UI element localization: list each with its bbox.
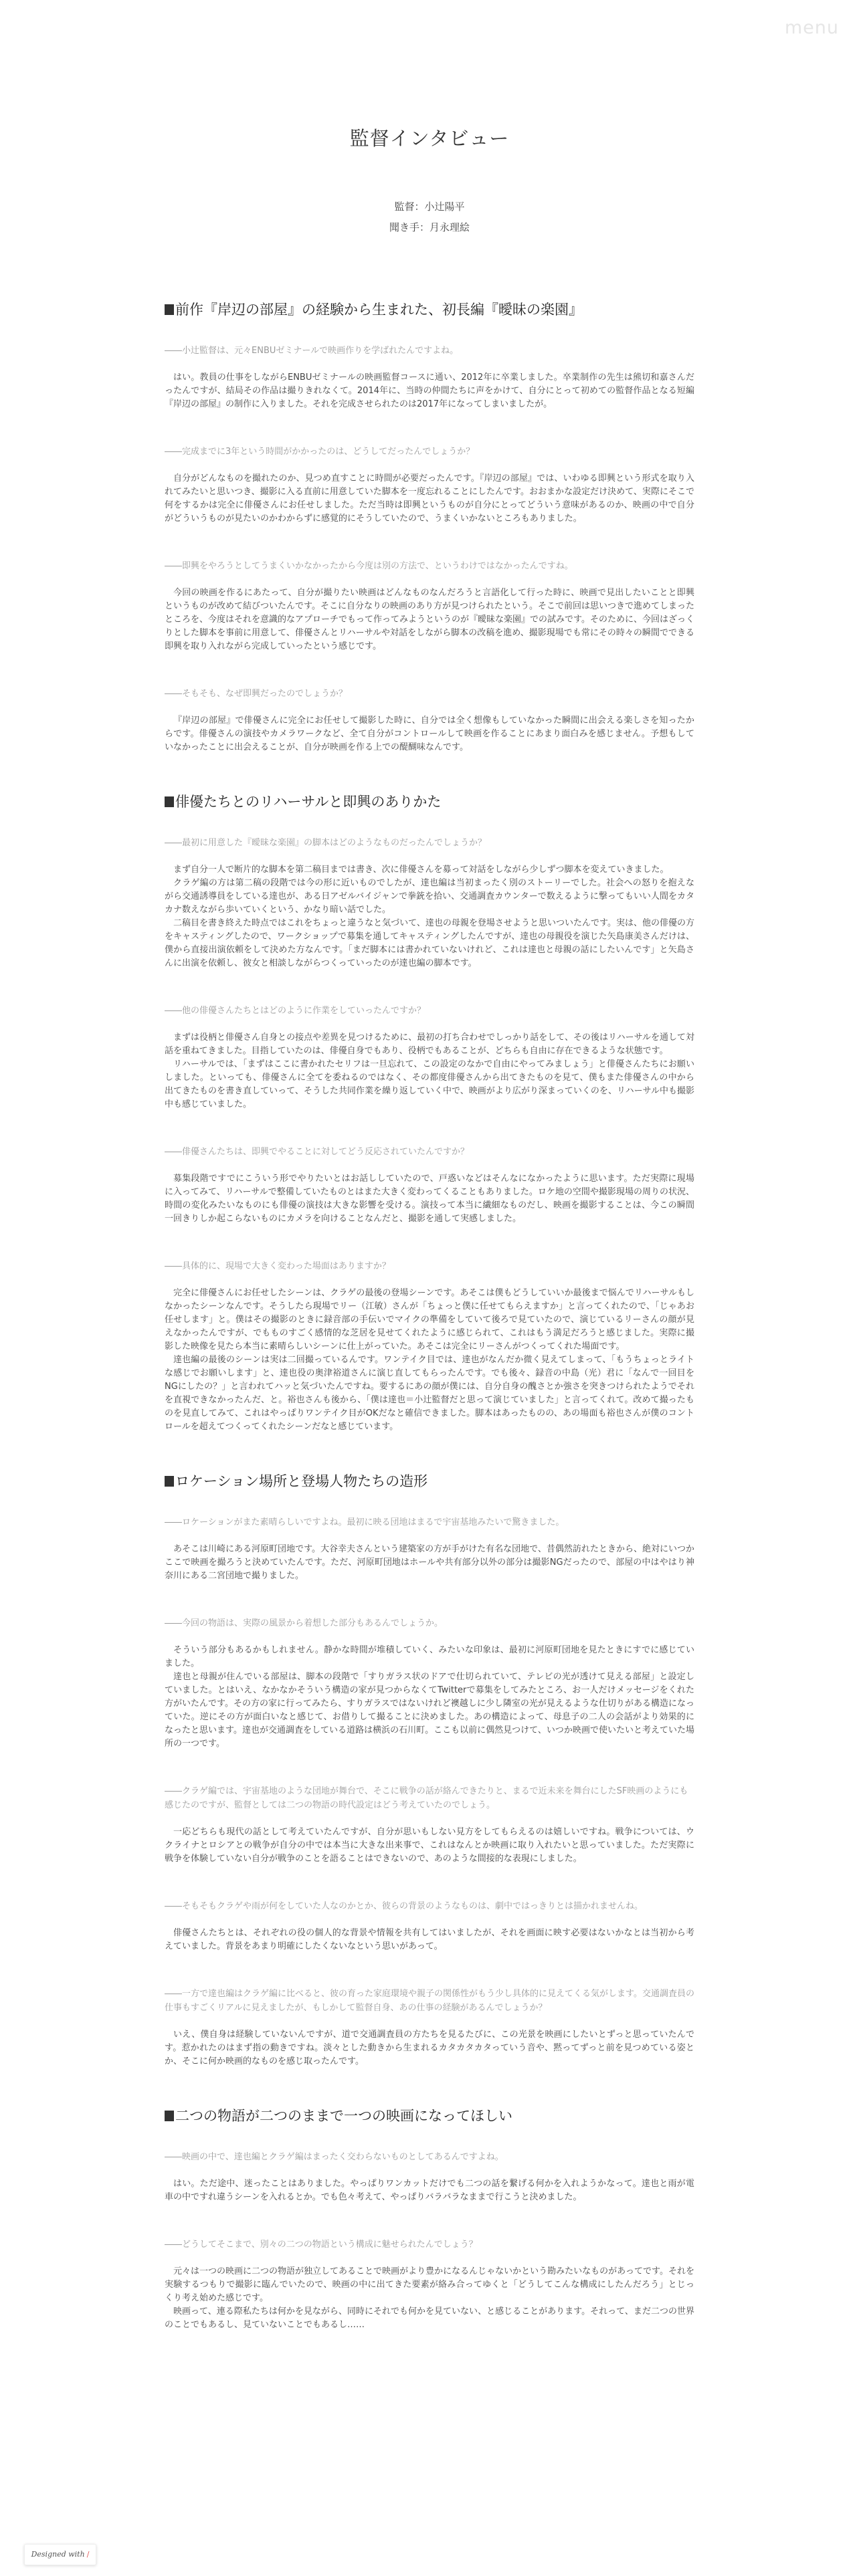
interviewer-credit: 聞き手：月永理絵: [389, 221, 470, 233]
interview-answer: [165, 472, 694, 526]
badge-text: Designed with: [31, 2550, 85, 2559]
menu-button[interactable]: menu: [784, 17, 839, 38]
page-title: 監督インタビュー: [349, 127, 510, 150]
answer-paragraph: 一応どちらも現代の話として考えていたんですが、自分が思いもしない見方をしてもらえるのは嬉しいですね。戦争については、ウクライナとロシアとの戦争が自分の中では本当に大きな出来事で、これはなんとか映画に取り入れたいと思っていました。ただ実際に戦争を体験していない自分が戦争のことを語ることはできないので、あのような間接的な表現にしました。: [165, 1827, 694, 1864]
interview-answer: [165, 714, 694, 754]
heading-square-icon: [165, 796, 174, 807]
answer-paragraph: はい。教員の仕事をしながらENBUゼミナールの映画監督コースに通い、2012年に卒業しました。卒業制作の先生は熊切和嘉さんだったんですが、結局その作品は撮りきれなくて。2014年に、当時の仲間たちに声をかけて、自分にとって初めての監督作品となる短編『岸辺の部屋』の制作に入りました。それを完成させられたのは2017年になってしまいましたが。: [165, 372, 694, 409]
section: [165, 792, 694, 1434]
heading-square-icon: [165, 1476, 174, 1487]
interview-question: ――小辻監督は、元々ENBUゼミナールで映画作りを学ばれたんですよね。: [165, 346, 459, 356]
answer-paragraph: いえ、僕自身は経験していないんですが、道で交通調査員の方たちを見るたびに、この光景を映画にしたいとずっと思っていたんです。惹かれたのはまず指の動きですね。淡々とした動きから生まれるカタカタカタっていう音や、黙ってずっと前を見つめている姿とか、そこに何か映画的なものを感じ取ったんです。: [165, 2030, 694, 2066]
interview-answer: [165, 1031, 694, 1111]
interview-answer: [165, 586, 694, 653]
interview-answer: [165, 1644, 694, 1751]
interview-question: ――具体的に、現場で大きく変わった場面はありますか？: [165, 1261, 391, 1271]
section: [165, 2106, 694, 2332]
answer-paragraph: はい。ただ途中、迷ったことはありました。やっぱりワンカットだけでも二つの話を繋げる何かを入れようかなって。達也と雨が電車の中ですれ違うシーンを入れるとか。でも色々考えて、やっぱりバラバラなままで行こうと決めました。: [165, 2179, 694, 2202]
interview-question: ――映画の中で、達也編とクラゲ編はまったく交わらないものとしてあるんですよね。: [165, 2152, 504, 2162]
answer-paragraph: 『岸辺の部屋』で俳優さんに完全にお任せして撮影した時に、自分では全く想像もしていなかった瞬間に出会える楽しさを知ったからです。俳優さんの演技やカメラワークなど、全て自分がコントロールして映画を作ることにあまり面白みを感じません。予想もしていなかったことに出会えることが、自分が映画を作る上での醍醐味なんです。: [165, 716, 694, 752]
answer-paragraph: 二稿目を書き終えた時点ではこれをちょっと違うなと気づいて、達也の母親を登場させようと思いついたんです。実は、他の俳優の方をキャスティングしたので、ワークショップで募集を通してキャスティングしたんですが、達也の母親役を演じた矢島康美さんだけは、僕から直接出演依頼をして決めた方なんです。「まだ脚本には書かれていないけれど、これは達也と母親の話にしたいんです」と矢島さんに出演を依頼し、彼女と相談しながらつくっていったのが達也編の脚本です。: [165, 918, 694, 968]
interview-question: ――他の俳優さんたちとはどのように作業をしていったんですか？: [165, 1006, 426, 1016]
interview-question: ――一方で達也編はクラゲ編に比べると、彼の育った家庭環境や親子の関係性がもう少し具体的に見えてくる気がします。交通調査員の仕事もすごくリアルに見えましたが、もしかして監督自身、あの仕事の経験があるんでしょうか？: [165, 1989, 694, 2013]
interview-question: ――今回の物語は、実際の風景から着想した部分もあるんでしょうか。: [165, 1618, 444, 1628]
answer-paragraph: まず自分一人で断片的な脚本を第二稿目までは書き、次に俳優さんを募って対話をしながら少しずつ脚本を変えていきました。: [173, 865, 669, 875]
interview-question: ――即興をやろうとしてうまくいかなかったから今度は別の方法で、というわけではなかったんですね。: [165, 561, 573, 571]
section-heading: [165, 2106, 694, 2126]
designed-with-badge[interactable]: [24, 2544, 96, 2565]
answer-paragraph: 達也と母親が住んでいる部屋は、脚本の段階で「すりガラス状のドアで仕切られていて、テレビの光が透けて見える部屋」と設定していました。とはいえ、なかなかそういう構造の家が見つからなくてTwitterで募集をしてみたところ、お一人だけメッセージをくれた方がいたんです。その方の家に行ってみたら、すりガラスではないけれど襖越しに少し隣室の光が見えるような仕切りがある構造になっていた。逆にその方が面白いなと感じて、お借りして撮ることに決めました。あの構造によって、母息子の二人の会話がより効果的になったと思います。達也が交通調査をしている道路は横浜の石川町。ここも以前に偶然見つけて、いつか映画で使いたいと考えていた場所の一つです。: [165, 1672, 694, 1749]
section-heading: [165, 300, 694, 320]
answer-paragraph: 今回の映画を作るにあたって、自分が撮りたい映画はどんなものなんだろうと言語化して行った時に、映画で見出したいことと即興というものが改めて結びついたんです。そこに自分なりの映画のあり方が見つけられたという。そこで前回は思いつきで進めてしまったところを、今度はそれを意識的なアプローチでもって作ってみようというのが『曖昧な楽園』での試みです。そのために、今回はざっくりとした脚本を事前に用意して、俳優さんとリハーサルや対話をしながら脚本の改稿を進め、撮影現場でも常にその時々の瞬間でできる即興を取り入れながら完成していったという感じです。: [165, 588, 694, 651]
interview-answer: [165, 2265, 694, 2332]
interview-answer: [165, 371, 694, 411]
interview-body: [165, 300, 694, 2369]
interview-answer: [165, 1826, 694, 1866]
heading-square-icon: [165, 2111, 174, 2121]
credits: [165, 197, 694, 238]
answer-paragraph: あそこは川崎にある河原町団地です。大谷幸夫さんという建築家の方が手がけた有名な団地で、昔偶然訪れたときから、絶対にいつかここで映画を撮ろうと決めていたんです。ただ、河原町団地はホールや共有部分以外の部分は撮影NGだったので、部屋の中はやはり神奈川にある二宮団地で撮りました。: [165, 1544, 694, 1581]
interview-question: ――クラゲ編では、宇宙基地のような団地が舞台で、そこに戦争の話が絡んできたりと、まるで近未来を舞台にしたSF映画のようにも感じたのですが、監督としては二つの物語の時代設定はどう考えていたのでしょう。: [165, 1786, 688, 1810]
interview-question: ――最初に用意した『曖昧な楽園』の脚本はどのようなものだったんでしょうか？: [165, 838, 487, 848]
interview-question: ――完成までに3年という時間がかかったのは、どうしてだったんでしょうか？: [165, 447, 475, 457]
director-credit: 監督：小辻陽平: [394, 201, 465, 213]
section-heading-text: 二つの物語が二つのままで一つの映画になってほしい: [175, 2108, 512, 2124]
answer-paragraph: 元々は一つの映画に二つの物語が独立してあることで映画がより豊かになるんじゃないかという勘みたいなものがあってです。それを実験するつもりで撮影に臨んでいたので、映画の中に出てきた要素が絡み合ってゆくと「どうしてこんな構成にしたんだろう」とじっくり考え始めた感じです。: [165, 2266, 694, 2303]
section-heading-text: 俳優たちとのリハーサルと即興のありかた: [175, 794, 442, 810]
section: [165, 1471, 694, 2068]
interview-question: ――どうしてそこまで、別々の二つの物語という構成に魅せられたんでしょう？: [165, 2240, 478, 2250]
interview-question: ――そもそも、なぜ即興だったのでしょうか？: [165, 689, 348, 699]
answer-paragraph: 募集段階ですでにこういう形でやりたいとはお話ししていたので、戸惑いなどはそんなになかったように思います。ただ実際に現場に入ってみて、リハーサルで整備していたものとはまた大きく変わってくることもありました。ロケ地の空間や撮影現場の周りの状況、時間の変化みたいなものにも俳優の演技は大きな影響を受ける。演技って本当に繊細なものだし、映画を撮影することは、今この瞬間一回きりしか起こらないものにカメラを向けることなんだと、撮影を通して実感しました。: [165, 1174, 694, 1224]
answer-paragraph: 俳優さんたちとは、それぞれの役の個人的な背景や情報を共有してはいましたが、それを画面に映す必要はないかなとは当初から考えていました。背景をあまり明確にしたくないなという思いがあって。: [165, 1928, 694, 1951]
interview-answer: [165, 1287, 694, 1434]
section-heading: [165, 1471, 694, 1491]
answer-paragraph: 達也編の最後のシーンは実は二回撮っているんです。ワンテイク目では、達也がなんだか微く見えてしまって、「もうちょっとライトな感じでお願いします」と、達也役の奥津裕道さんに演じ直してもらったんです。でも後々、録音の中島（光）君に「なんで一回目をNGにしたの？」と言われてハッと気づいたんですね。要するにあの顔が僕には、自分自身の醜さとか強さを突きつけられたようでそれを直視できなかったんだ、と。裕也さんも後から、「僕は達也＝小辻監督だと思って演じていました」と言ってくれて。改めて撮ったものを見直してみて、これはやっぱりワンテイク目がOKだなと確信できました。脚本はあったものの、あの場面も裕也さんが僕のコントロールを超えてつくってくれたシーンだなと感じています。: [165, 1355, 694, 1432]
interview-answer: [165, 1172, 694, 1226]
answer-paragraph: 映画って、連る際私たちは何かを見ながら、同時にそれでも何かを見ていない、と感じることがあります。それって、まだ二つの世界のことでもあるし、見ていないことでもあるし……: [165, 2306, 694, 2330]
interview-question: ――俳優さんたちは、即興でやることに対してどう反応されていたんですか？: [165, 1147, 470, 1157]
section: [165, 300, 694, 754]
answer-paragraph: クラゲ編の方は第二稿の段階では今の形に近いものでしたが、達也編は当初まったく別のストーリーでした。社会への怒りを抱えながら交通誘導員をしている達也が、ある日アゼルバイジャンで拳銃を拾い、交通調査カウンターで数えるように撃ってもいい人間をカタカナ数えながら歩いていくという、かなり暗い話でした。: [165, 878, 694, 915]
interview-question: ――ロケーションがまた素晴らしいですよね。最初に映る団地はまるで宇宙基地みたいで驚きました。: [165, 1517, 565, 1527]
interview-answer: [165, 863, 694, 970]
interview-answer: [165, 1927, 694, 1953]
section-heading: [165, 792, 694, 812]
answer-paragraph: リハーサルでは、「まずはここに書かれたセリフは一旦忘れて、この設定のなかで自由にやってみましょう」と俳優さんたちにお願いしました。といっても、俳優さんに全てを委ねるのではなく、その都度俳優さんから出てきたものを見て、僕もまた俳優さんの中から出てきたものを書き直していって、そうした共同作業を繰り返していく中で、映画がより広がり深まっていくのを、リハーサル中も撮影中も感じていました。: [165, 1059, 694, 1109]
answer-paragraph: 完全に俳優さんにお任せしたシーンは、クラゲの最後の登場シーンです。あそこは僕もどうしていいか最後まで悩んでリハーサルもしなかったシーンなんです。そうしたら現場でリー（江敏）さんが「ちょっと僕に任せてもらえますか」と言ってくれたので、「じゃあお任せします」と。僕はその撮影のときに録音部の手伝いでマイクの準備をしていて後ろで見ていたので、演じているリーさんの顔が見えなかったんですが、でもものすごく感情的な芝居を見せてくれたように感じられて、これはもう満足だろうと感じました。実際に撮影した映像を見たら本当に素晴らしいシーンに仕上がっていた。あそこは完全にリーさんがつくってくれた場面です。: [165, 1288, 694, 1352]
interview-question: ――そもそもクラゲや雨が何をしていた人なのかとか、彼らの背景のようなものは、劇中ではっきりとは描かれませんね。: [165, 1901, 644, 1911]
answer-paragraph: 自分がどんなものを撮れたのか、見つめ直すことに時間が必要だったんです。『岸辺の部屋』では、いわゆる即興という形式を取り入れてみたいと思いつき、撮影に入る直前に用意していた脚本を一度忘れることにしたんです。おおまかな設定だけ決めて、実際にそこで何をするかは完全に俳優さんにお任せしました。ただ当時は即興というものが自分にとってどういう意味があるのか、映画の中で自分がどういうものが見たいのかわからずに感覚的にそうしていたので、うまくいかないところもありました。: [165, 473, 694, 524]
interview-answer: [165, 2028, 694, 2068]
section-heading-text: ロケーション場所と登場人物たちの造形: [175, 1473, 428, 1489]
interview-answer: [165, 1543, 694, 1583]
heading-square-icon: [165, 304, 174, 315]
section-heading-text: 前作『岸辺の部屋』の経験から生まれた、初長編『曖昧の楽園』: [175, 302, 583, 318]
interview-answer: [165, 2177, 694, 2204]
badge-logo-icon: /: [86, 2550, 90, 2559]
answer-paragraph: そういう部分もあるかもしれません。静かな時間が堆積していく、みたいな印象は、最初に河原町団地を見たときにすでに感じていました。: [165, 1645, 694, 1669]
answer-paragraph: まずは役柄と俳優さん自身との接点や差異を見つけるために、最初の打ち合わせでしっかり話をして、その後はリハーサルを通して対話を重ねてきました。目指していたのは、俳優自身でもあり、役柄でもあることが、どちらも自由に存在できるような状態です。: [165, 1033, 694, 1056]
